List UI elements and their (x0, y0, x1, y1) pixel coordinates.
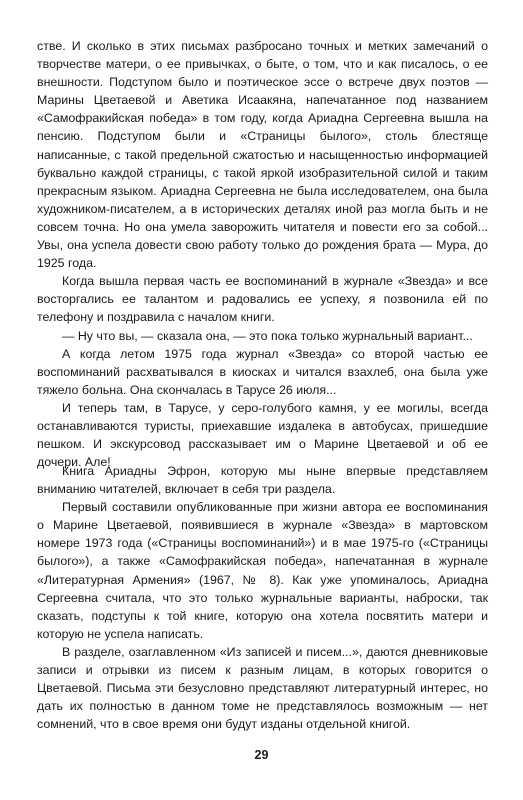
page-number: 29 (254, 748, 269, 762)
paragraph: В разделе, озаглавленном «Из записей и писем...», даются дневниковые записи и отрывки из писем к разным лицам, в которых говорится о Цветаевой. Письма эти безусловно представляют литературный интерес, но дать их полностью в данном томе не представлялось возможным — нет сомнений, что в свое время они будут изданы отдельной книгой. (37, 644, 488, 732)
text-section-book-contents (37, 462, 488, 733)
paragraph: Книга Ариадны Эфрон, которую мы ныне впервые представляем вниманию читателей, включает в себя три раздела. (37, 464, 488, 497)
paragraph: И теперь там, в Тарусе, у серо-голубого камня, у ее могилы, всегда останавливаются туристы, приехавшие издалека в автобусах, пришедшие пешком. И экскурсовод рассказывает им о Марине Цветаевой и об ее дочери. Але! (37, 400, 488, 470)
text-section-memoirs (37, 37, 488, 471)
paragraph: Когда вышла первая часть ее воспоминаний в журнале «Звезда» и все восторгались ее талантом и радовались ее успеху, я позвонила ей по телефону и поздравила с началом книги. (37, 274, 488, 325)
paragraph: стве. И сколько в этих письмах разбросано точных и метких замечаний о творчестве матери, о ее привычках, о быте, о том, что и как писалось, о ее внешности. Подступом было и поэтическое эссе о встрече двух поэтов — Марины Цветаевой и Аветика Исаакяна, напечатанное под названием «Самофракийская победа» в том году, когда Ариадна Сергеевна вышла на пенсию. Подступом были и «Страницы былого», столь блестяще написанные, с такой предельной сжатостью и насыщенностью информацией буквально каждой страницы, с такой яркой изобразительной силой и таким прекрасным языком. Ариадна Сергеевна не была исследователем, она была художником-писателем, а в исторических деталях иной раз могла быть и не совсем точна. Но она умела заворожить читателя и повести его за собой... Увы, она успела довести свою работу только до рождения брата — Мура, до 1925 года. (37, 39, 488, 271)
paragraph: А когда летом 1975 года журнал «Звезда» со второй частью ее воспоминаний расхватывался в киосках и читался взахлеб, она была уже тяжело больна. Она скончалась в Тарусе 26 июля... (37, 346, 488, 397)
paragraph: — Ну что вы, — сказала она, — это пока только журнальный вариант... (62, 328, 473, 343)
paragraph: Первый составили опубликованные при жизни автора ее воспоминания о Марине Цветаевой, появившиеся в журнале «Звезда» в мартовском номере 1973 года («Страницы воспоминаний») и в мае 1975-го («Страницы былого»), а также «Самофракийская победа», напечатанная в журнале «Литературная Армения» (1967, № 8). Как уже упоминалось, Ариадна Сергеевна считала, что это только журнальные варианты, наброски, так сказать, подступы к той книге, которую она хотела посвятить матери и которую не успела написать. (37, 500, 488, 641)
